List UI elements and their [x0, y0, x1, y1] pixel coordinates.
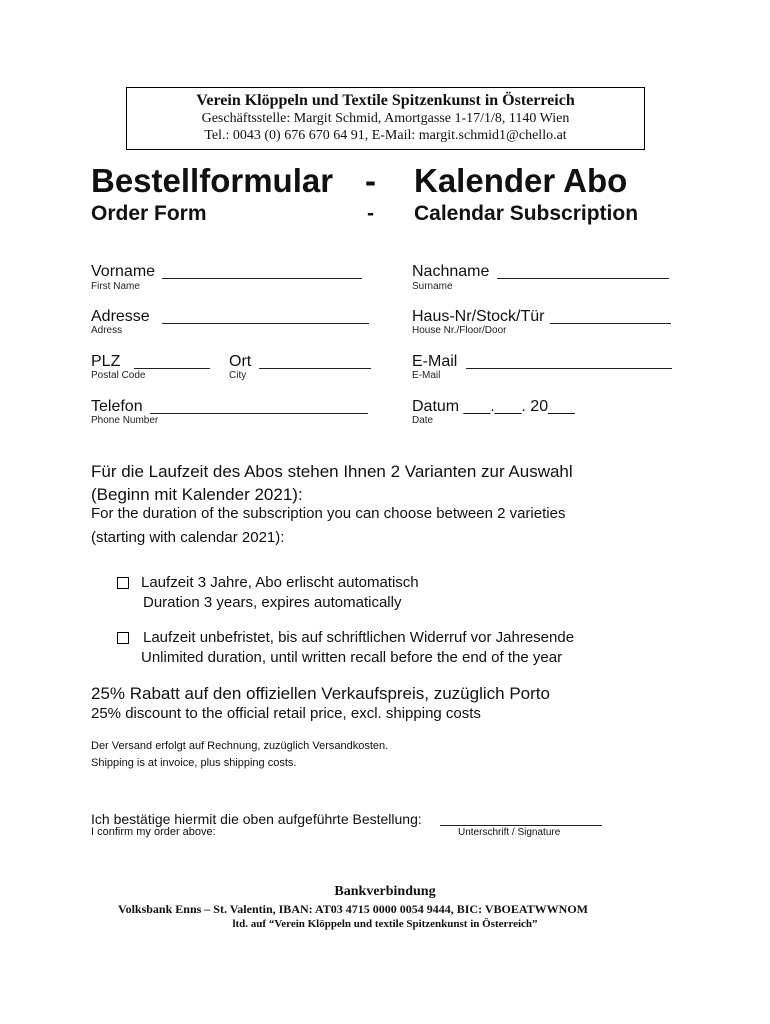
bank-details: Volksbank Enns – St. Valentin, IBAN: AT03 4715 0000 0054 9444, BIC: VBOEATWWNOM: [118, 902, 588, 916]
plz-field[interactable]: [134, 354, 210, 369]
option-2-german: Laufzeit unbefristet, bis auf schriftlichen Widerruf vor Jahresende: [143, 629, 575, 646]
datum-label[interactable]: Datum ___.___. 20___: [412, 398, 575, 415]
shipping-english: Shipping is at invoice, plus shipping costs.: [91, 757, 297, 769]
option-1-english: Duration 3 years, expires automatically: [143, 594, 402, 611]
adresse-label: Adresse: [91, 308, 150, 325]
adresse-field[interactable]: [162, 309, 369, 324]
ort-label: Ort: [229, 353, 252, 370]
title-dash: -: [365, 162, 376, 199]
email-label: E-Mail: [412, 353, 458, 370]
discount-german: 25% Rabatt auf den offiziellen Verkaufspreis, zuzüglich Porto: [91, 684, 550, 703]
vorname-sublabel: First Name: [91, 281, 140, 292]
office-address: Geschäftsstelle: Margit Schmid, Amortgasse 1-17/1/8, 1140 Wien: [201, 111, 570, 126]
nachname-field[interactable]: [497, 264, 669, 279]
adresse-sublabel: Adress: [91, 325, 123, 336]
contact-info: Tel.: 0043 (0) 676 670 64 91, E-Mail: margit.schmid1@chello.at: [204, 128, 567, 143]
ort-sublabel: City: [229, 370, 247, 381]
telefon-label: Telefon: [91, 398, 143, 415]
signature-field[interactable]: [440, 811, 602, 826]
intro-german-line1: Für die Laufzeit des Abos stehen Ihnen 2 Varianten zur Auswahl: [91, 462, 573, 481]
confirm-german: Ich bestätige hiermit die oben aufgeführte Bestellung:: [91, 811, 422, 827]
option-2-english: Unlimited duration, until written recall before the end of the year: [141, 649, 563, 666]
email-field[interactable]: [466, 354, 672, 369]
intro-english-line1: For the duration of the subscription you can choose between 2 varieties: [91, 505, 566, 522]
signature-label: Unterschrift / Signature: [458, 827, 561, 838]
telefon-field[interactable]: [150, 399, 368, 414]
title-german-left: Bestellformular: [91, 162, 334, 199]
vorname-label: Vorname: [91, 263, 156, 280]
hausnr-field[interactable]: [550, 309, 671, 324]
title-english-left: Order Form: [91, 202, 207, 225]
organization-header: [126, 87, 645, 150]
option-1-checkbox[interactable]: [117, 577, 129, 589]
hausnr-label: Haus-Nr/Stock/Tür: [412, 308, 545, 325]
hausnr-sublabel: House Nr./Floor/Door: [412, 325, 507, 336]
nachname-label: Nachname: [412, 263, 490, 280]
bank-account-holder: ltd. auf “Verein Klöppeln und textile Spitzenkunst in Österreich”: [232, 918, 538, 930]
discount-english: 25% discount to the official retail price, excl. shipping costs: [91, 705, 481, 722]
nachname-sublabel: Surname: [412, 281, 453, 292]
confirm-english: I confirm my order above:: [91, 826, 216, 838]
option-2-checkbox[interactable]: [117, 632, 129, 644]
bank-title: Bankverbindung: [334, 884, 436, 899]
intro-german-line2: (Beginn mit Kalender 2021):: [91, 485, 303, 504]
title-german-right: Kalender Abo: [414, 162, 628, 199]
plz-sublabel: Postal Code: [91, 370, 146, 381]
datum-sublabel: Date: [412, 415, 434, 426]
shipping-german: Der Versand erfolgt auf Rechnung, zuzüglich Versandkosten.: [91, 740, 389, 752]
intro-english-line2: (starting with calendar 2021):: [91, 529, 285, 546]
organization-name: Verein Klöppeln und Textile Spitzenkunst in Österreich: [196, 92, 575, 109]
telefon-sublabel: Phone Number: [91, 415, 159, 426]
plz-label: PLZ: [91, 353, 121, 370]
option-1-german: Laufzeit 3 Jahre, Abo erlischt automatisch: [141, 574, 419, 591]
ort-field[interactable]: [259, 354, 371, 369]
email-sublabel: E-Mail: [412, 370, 441, 381]
vorname-field[interactable]: [162, 264, 362, 279]
title-english-dash: -: [367, 202, 374, 225]
title-english-right: Calendar Subscription: [414, 202, 639, 225]
